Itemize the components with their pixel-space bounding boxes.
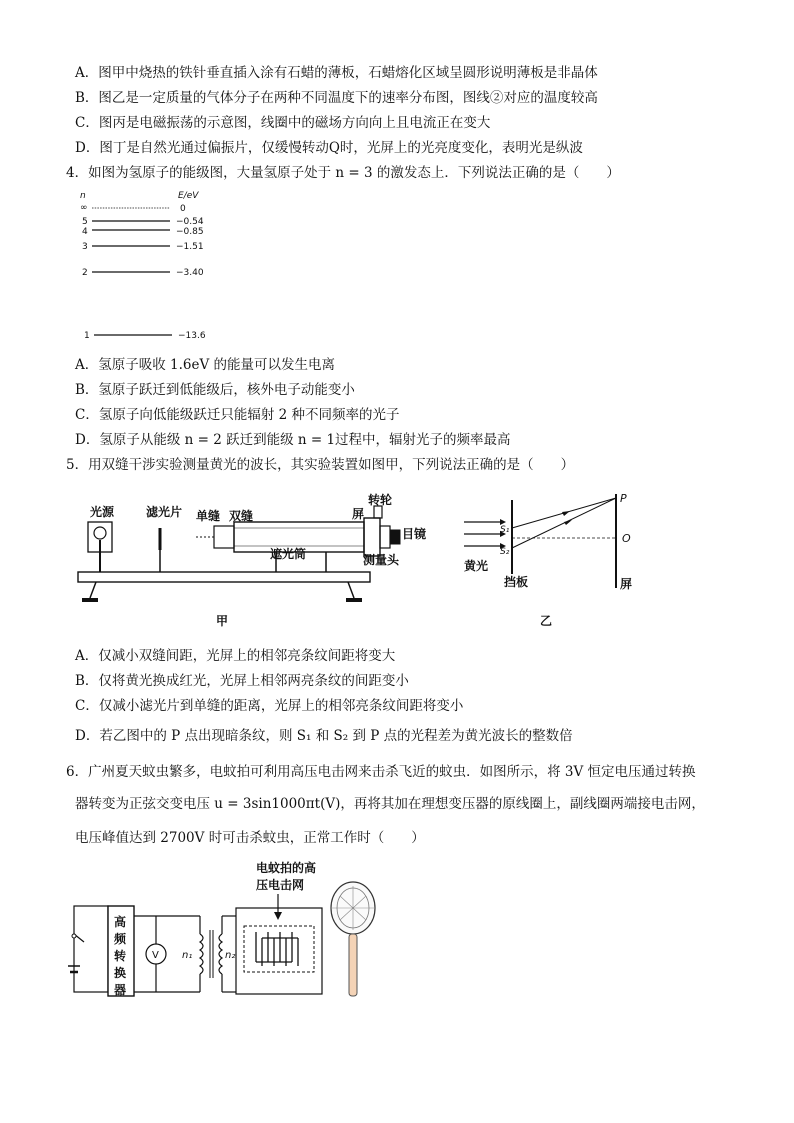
label-filter: 滤光片: [146, 505, 183, 519]
label-net-line2: 压电击网: [256, 878, 305, 892]
figure-jia-apparatus: [76, 488, 436, 633]
label-hood: 遮光筒: [270, 547, 307, 561]
level-label-4: 4: [82, 227, 88, 237]
q4-option-d: D．氢原子从能级 n = 2 跃迁到能级 n = 1过程中，辐射光子的频率最高: [75, 432, 511, 448]
bulb-icon: [94, 527, 106, 539]
q6-line-2: 器转变为正弦交变电压 u = 3sin1000πt(V)，再将其加在理想变压器的原线圈上，副线圈两端接电击网，: [75, 796, 705, 812]
label-yellow-light: 黄光: [464, 559, 489, 573]
q3-option-b: B．图乙是一定质量的气体分子在两种不同温度下的速率分布图，图线②对应的温度较高: [75, 90, 598, 106]
primary-coil: [200, 934, 203, 974]
energy-level-diagram: [78, 188, 238, 348]
caption-yi: 乙: [540, 614, 553, 628]
label-screen: 屏: [352, 507, 365, 521]
converter-char-3: 转: [114, 949, 127, 963]
level-label-2: 2: [82, 268, 88, 278]
q3-option-d: D．图丁是自然光通过偏振片，仅缓慢转动Q时，光屏上的光亮度变化，表明光是纵波: [75, 140, 583, 156]
label-s1: S₁: [500, 525, 510, 535]
label-double-slit: 双缝: [229, 509, 254, 523]
level-energy-1: −13.6: [178, 331, 206, 341]
q4-option-b: B．氢原子跃迁到低能级后，核外电子动能变小: [75, 382, 355, 398]
label-eyepiece: 目镜: [402, 527, 427, 541]
energy-header: E/eV: [178, 191, 199, 201]
measuring-head: [364, 518, 380, 556]
q3-option-c: C．图丙是电磁振荡的示意图，线圈中的磁场方向向上且电流正在变大: [75, 115, 491, 131]
level-label-inf: ∞: [80, 203, 88, 213]
q5-option-d: D．若乙图中的 P 点出现暗条纹，则 S₁ 和 S₂ 到 P 点的光程差为黄光波长的整数倍: [75, 728, 573, 744]
level-label-1: 1: [84, 331, 90, 341]
q6-line-1: 6．广州夏天蚊虫繁多，电蚊拍可利用高压电击网来击杀飞近的蚊虫．如图所示，将 3V 恒定电压通过转换: [66, 764, 696, 780]
converter-char-5: 器: [114, 983, 127, 997]
mosquito-racket-circuit: [68, 856, 388, 1006]
label-screen-yi: 屏: [620, 577, 633, 591]
label-net-line1: 电蚊拍的高: [256, 861, 317, 875]
label-light-source: 光源: [90, 505, 115, 519]
label-wheel: 转轮: [368, 493, 393, 507]
secondary-coil: [219, 934, 222, 974]
label-o: O: [622, 532, 631, 545]
level-energy-2: −3.40: [176, 268, 204, 278]
label-barrier: 挡板: [504, 575, 529, 589]
level-energy-4: −0.85: [176, 227, 204, 237]
q5-option-a: A．仅减小双缝间距，光屏上的相邻亮条纹间距将变大: [75, 648, 396, 664]
q5-stem: 5．用双缝干涉实验测量黄光的波长，其实验装置如图甲，下列说法正确的是（ ）: [66, 457, 575, 473]
q4-option-c: C．氢原子向低能级跃迁只能辐射 2 种不同频率的光子: [75, 407, 400, 423]
level-energy-3: −1.51: [176, 242, 204, 252]
net-box: [244, 926, 314, 972]
figure-yi-geometry: [460, 488, 650, 633]
q6-line-3: 电压峰值达到 2700V 时可击杀蚊虫，正常工作时（ ）: [75, 830, 425, 846]
q5-option-b: B．仅将黄光换成红光，光屏上相邻两亮条纹的间距变小: [75, 673, 409, 689]
level-label-3: 3: [82, 242, 88, 252]
optical-rail: [78, 572, 370, 582]
level-energy-5: −0.54: [176, 217, 204, 227]
label-s2: S₂: [500, 547, 510, 557]
q4-stem: 4．如图为氢原子的能级图，大量氢原子处于 n = 3 的激发态上．下列说法正确的是（ ）: [66, 165, 620, 181]
converter-char-4: 换: [114, 966, 127, 980]
q3-option-a: A．图甲中烧热的铁针垂直插入涂有石蜡的薄板，石蜡熔化区域呈圆形说明薄板是非晶体: [75, 65, 598, 81]
label-n1: n₁: [182, 950, 193, 961]
voltmeter-label: V: [152, 950, 159, 961]
label-n2: n₂: [225, 950, 236, 961]
converter-char-2: 频: [114, 932, 127, 946]
label-p: P: [620, 492, 627, 505]
level-label-5: 5: [82, 217, 88, 227]
label-measuring-head: 测量头: [363, 553, 400, 567]
wheel: [374, 506, 382, 518]
caption-jia: 甲: [216, 614, 229, 628]
converter-char-1: 高: [114, 915, 127, 929]
q4-option-a: A．氢原子吸收 1.6eV 的能量可以发生电离: [75, 357, 336, 373]
label-single-slit: 单缝: [196, 509, 221, 523]
level-energy-inf: 0: [180, 204, 186, 214]
slit-holder: [214, 526, 234, 548]
eyepiece: [390, 530, 400, 544]
q5-option-c: C．仅减小滤光片到单缝的距离，光屏上的相邻亮条纹间距将变小: [75, 698, 464, 714]
n-header: n: [80, 191, 86, 201]
